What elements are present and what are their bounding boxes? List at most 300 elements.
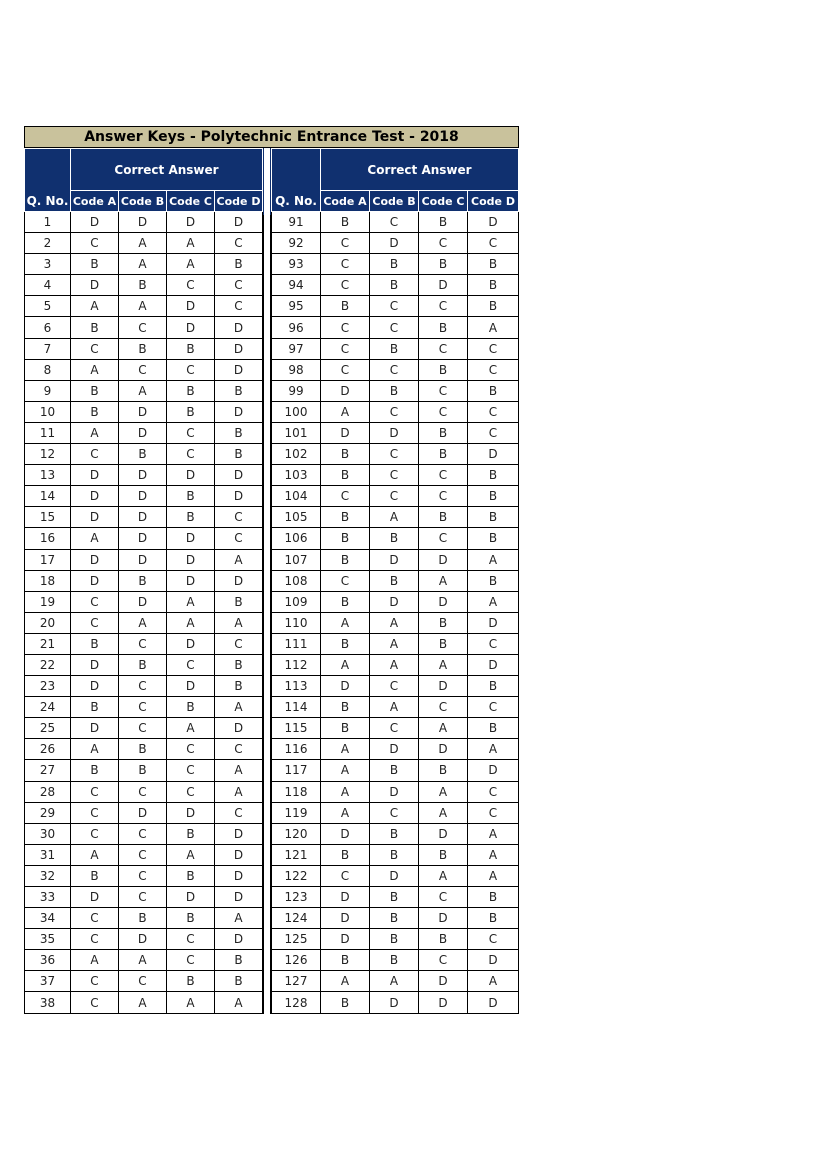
code-b-cell: C (119, 887, 167, 908)
table-row (25, 591, 263, 612)
code-d-cell: D (215, 718, 263, 739)
qno-cell: 94 (272, 275, 321, 296)
code-c-cell: B (167, 338, 215, 359)
code-d-cell: B (215, 676, 263, 697)
qno-cell: 101 (272, 422, 321, 443)
qno-cell: 34 (25, 908, 71, 929)
table-row (272, 654, 519, 675)
code-c-cell: D (167, 887, 215, 908)
qno-cell: 97 (272, 338, 321, 359)
qno-cell: 102 (272, 444, 321, 465)
code-d-cell: A (468, 317, 519, 338)
code-d-cell: D (215, 338, 263, 359)
qno-cell: 8 (25, 359, 71, 380)
qno-cell: 125 (272, 929, 321, 950)
code-b-cell: A (119, 950, 167, 971)
code-b-cell: D (370, 781, 419, 802)
code-b-header: Code B (119, 191, 167, 212)
code-b-cell: B (370, 528, 419, 549)
code-d-cell: B (215, 591, 263, 612)
code-c-cell: C (167, 950, 215, 971)
table-row (25, 338, 263, 359)
answer-key-sheet (24, 126, 519, 1014)
code-a-cell: B (321, 950, 370, 971)
code-c-cell: B (419, 444, 468, 465)
code-c-cell: C (419, 401, 468, 422)
table-row (25, 444, 263, 465)
left-answer-table (24, 148, 263, 1014)
code-b-cell: A (119, 296, 167, 317)
code-a-cell: A (321, 401, 370, 422)
code-d-cell: D (468, 992, 519, 1013)
code-d-cell: B (468, 380, 519, 401)
code-b-cell: D (119, 802, 167, 823)
qno-cell: 23 (25, 676, 71, 697)
table-row (25, 844, 263, 865)
qno-cell: 12 (25, 444, 71, 465)
code-d-header: Code D (468, 191, 519, 212)
code-d-cell: B (468, 570, 519, 591)
qno-cell: 4 (25, 275, 71, 296)
qno-cell: 127 (272, 971, 321, 992)
table-row (25, 823, 263, 844)
code-d-cell: D (215, 317, 263, 338)
code-a-cell: B (71, 633, 119, 654)
qno-cell: 98 (272, 359, 321, 380)
table-row (272, 212, 519, 233)
code-a-cell: D (71, 212, 119, 233)
code-c-cell: D (419, 549, 468, 570)
code-c-cell: D (419, 971, 468, 992)
table-row (25, 212, 263, 233)
qno-cell: 112 (272, 654, 321, 675)
code-d-cell: A (468, 739, 519, 760)
code-c-cell: B (419, 254, 468, 275)
code-b-cell: A (370, 971, 419, 992)
code-d-cell: C (468, 359, 519, 380)
code-a-cell: C (321, 570, 370, 591)
code-b-cell: D (119, 929, 167, 950)
qno-cell: 6 (25, 317, 71, 338)
table-row (272, 528, 519, 549)
code-d-cell: D (215, 401, 263, 422)
code-b-cell: B (119, 654, 167, 675)
code-c-cell: D (419, 275, 468, 296)
qno-cell: 111 (272, 633, 321, 654)
code-a-cell: C (321, 254, 370, 275)
code-a-cell: C (321, 233, 370, 254)
qno-cell: 105 (272, 507, 321, 528)
code-d-cell: D (468, 212, 519, 233)
code-b-cell: C (119, 718, 167, 739)
code-c-cell: A (419, 781, 468, 802)
code-a-cell: D (71, 465, 119, 486)
code-b-cell: C (370, 802, 419, 823)
code-d-cell: B (468, 465, 519, 486)
code-d-cell: B (468, 296, 519, 317)
code-a-cell: B (321, 296, 370, 317)
qno-cell: 92 (272, 233, 321, 254)
qno-cell: 37 (25, 971, 71, 992)
table-row (25, 718, 263, 739)
code-a-cell: A (71, 422, 119, 443)
code-b-cell: D (119, 549, 167, 570)
code-a-cell: B (71, 380, 119, 401)
code-d-cell: A (468, 865, 519, 886)
code-c-cell: D (419, 676, 468, 697)
qno-cell: 16 (25, 528, 71, 549)
code-d-cell: D (215, 212, 263, 233)
table-row (25, 275, 263, 296)
code-b-cell: A (119, 612, 167, 633)
code-d-cell: A (215, 697, 263, 718)
code-b-cell: D (370, 233, 419, 254)
code-b-cell: D (370, 591, 419, 612)
code-b-cell: A (370, 612, 419, 633)
code-d-cell: C (215, 528, 263, 549)
qno-cell: 115 (272, 718, 321, 739)
code-c-cell: D (419, 591, 468, 612)
code-a-header: Code A (321, 191, 370, 212)
qno-header: Q. No. (25, 149, 71, 212)
code-a-cell: D (321, 823, 370, 844)
code-b-cell: A (119, 254, 167, 275)
code-c-cell: D (419, 739, 468, 760)
code-c-cell: D (167, 296, 215, 317)
code-a-cell: D (71, 654, 119, 675)
code-b-cell: C (370, 718, 419, 739)
code-a-cell: A (71, 844, 119, 865)
code-d-cell: D (468, 950, 519, 971)
code-c-cell: A (167, 233, 215, 254)
table-row (272, 275, 519, 296)
code-a-cell: D (71, 718, 119, 739)
code-a-cell: D (71, 549, 119, 570)
code-c-cell: C (167, 760, 215, 781)
code-c-cell: C (419, 950, 468, 971)
code-d-cell: C (468, 633, 519, 654)
code-b-cell: B (370, 844, 419, 865)
code-b-cell: D (370, 865, 419, 886)
code-b-cell: C (370, 676, 419, 697)
table-row (272, 507, 519, 528)
qno-cell: 117 (272, 760, 321, 781)
code-d-cell: D (215, 844, 263, 865)
code-b-cell: B (119, 908, 167, 929)
code-c-cell: C (167, 422, 215, 443)
code-b-cell: A (370, 654, 419, 675)
table-row (272, 444, 519, 465)
code-b-cell: C (119, 971, 167, 992)
code-d-cell: D (468, 760, 519, 781)
code-d-cell: D (468, 612, 519, 633)
table-row (25, 528, 263, 549)
code-d-cell: B (215, 950, 263, 971)
code-c-cell: C (419, 296, 468, 317)
qno-cell: 122 (272, 865, 321, 886)
code-c-cell: D (167, 549, 215, 570)
code-a-cell: C (321, 317, 370, 338)
qno-cell: 15 (25, 507, 71, 528)
qno-cell: 118 (272, 781, 321, 802)
code-c-cell: B (167, 380, 215, 401)
code-d-cell: B (468, 486, 519, 507)
table-row (272, 781, 519, 802)
qno-cell: 104 (272, 486, 321, 507)
code-b-cell: B (119, 444, 167, 465)
qno-cell: 30 (25, 823, 71, 844)
code-a-cell: B (321, 697, 370, 718)
code-b-cell: C (119, 697, 167, 718)
table-row (272, 570, 519, 591)
qno-cell: 7 (25, 338, 71, 359)
qno-cell: 26 (25, 739, 71, 760)
table-row (25, 865, 263, 886)
code-c-cell: B (167, 865, 215, 886)
code-b-cell: D (119, 422, 167, 443)
table-row (25, 233, 263, 254)
code-a-cell: B (321, 992, 370, 1013)
table-row (25, 971, 263, 992)
table-row (272, 359, 519, 380)
qno-cell: 19 (25, 591, 71, 612)
right-answer-table (271, 148, 519, 1014)
code-d-cell: D (215, 486, 263, 507)
code-c-cell: B (419, 844, 468, 865)
code-a-cell: A (71, 528, 119, 549)
code-a-cell: C (71, 992, 119, 1013)
qno-cell: 113 (272, 676, 321, 697)
code-c-cell: D (167, 802, 215, 823)
qno-cell: 2 (25, 233, 71, 254)
code-a-cell: D (321, 929, 370, 950)
code-d-cell: B (215, 422, 263, 443)
qno-cell: 3 (25, 254, 71, 275)
code-b-cell: C (119, 359, 167, 380)
code-c-cell: C (167, 781, 215, 802)
code-d-cell: C (468, 802, 519, 823)
table-row (25, 486, 263, 507)
code-a-cell: C (321, 275, 370, 296)
qno-cell: 5 (25, 296, 71, 317)
qno-cell: 38 (25, 992, 71, 1013)
code-d-cell: B (468, 275, 519, 296)
code-d-cell: C (468, 233, 519, 254)
code-d-cell: D (215, 929, 263, 950)
code-a-cell: A (321, 781, 370, 802)
code-c-cell: A (167, 612, 215, 633)
qno-cell: 10 (25, 401, 71, 422)
code-b-cell: B (370, 760, 419, 781)
qno-cell: 35 (25, 929, 71, 950)
qno-cell: 95 (272, 296, 321, 317)
code-d-cell: C (468, 401, 519, 422)
table-row (272, 802, 519, 823)
code-b-cell: B (370, 929, 419, 950)
table-row (272, 233, 519, 254)
code-a-cell: B (321, 444, 370, 465)
column-separator (263, 148, 271, 1014)
code-b-cell: D (119, 401, 167, 422)
qno-cell: 33 (25, 887, 71, 908)
code-b-cell: D (119, 507, 167, 528)
code-a-cell: C (321, 486, 370, 507)
code-a-cell: C (71, 908, 119, 929)
code-d-cell: C (215, 633, 263, 654)
code-d-cell: B (468, 718, 519, 739)
code-b-cell: D (370, 992, 419, 1013)
code-c-cell: C (419, 887, 468, 908)
code-c-cell: D (419, 908, 468, 929)
qno-cell: 24 (25, 697, 71, 718)
table-row (272, 338, 519, 359)
code-a-cell: A (71, 739, 119, 760)
code-d-cell: D (215, 865, 263, 886)
code-a-cell: B (321, 212, 370, 233)
qno-cell: 119 (272, 802, 321, 823)
code-c-cell: C (167, 444, 215, 465)
code-a-cell: B (71, 697, 119, 718)
code-c-cell: D (419, 992, 468, 1013)
code-c-cell: D (167, 317, 215, 338)
code-c-cell: C (167, 654, 215, 675)
code-b-cell: C (370, 212, 419, 233)
code-d-cell: C (468, 781, 519, 802)
code-b-cell: C (119, 317, 167, 338)
code-c-cell: C (419, 380, 468, 401)
code-d-cell: B (468, 507, 519, 528)
code-c-cell: B (419, 633, 468, 654)
table-row (25, 401, 263, 422)
code-c-cell: B (419, 507, 468, 528)
qno-cell: 110 (272, 612, 321, 633)
code-b-cell: C (119, 676, 167, 697)
code-c-cell: C (419, 233, 468, 254)
code-b-cell: C (370, 296, 419, 317)
table-row (272, 718, 519, 739)
table-row (272, 992, 519, 1013)
table-row (25, 929, 263, 950)
code-a-cell: B (321, 633, 370, 654)
code-a-cell: A (321, 612, 370, 633)
table-row (25, 633, 263, 654)
table-row (272, 844, 519, 865)
table-row (25, 296, 263, 317)
code-a-cell: D (321, 676, 370, 697)
code-b-cell: B (370, 570, 419, 591)
code-d-cell: B (468, 908, 519, 929)
code-b-cell: B (370, 908, 419, 929)
qno-cell: 1 (25, 212, 71, 233)
code-b-cell: B (370, 887, 419, 908)
code-b-cell: A (370, 507, 419, 528)
table-row (272, 612, 519, 633)
table-row (272, 676, 519, 697)
code-a-cell: B (321, 465, 370, 486)
qno-cell: 28 (25, 781, 71, 802)
qno-cell: 29 (25, 802, 71, 823)
code-a-cell: C (321, 359, 370, 380)
code-c-cell: D (167, 212, 215, 233)
code-d-cell: A (468, 549, 519, 570)
correct-answer-header: Correct Answer (71, 149, 263, 191)
code-d-cell: B (215, 380, 263, 401)
code-b-cell: D (370, 739, 419, 760)
table-row (272, 971, 519, 992)
code-a-cell: D (71, 507, 119, 528)
code-a-cell: D (71, 486, 119, 507)
code-d-cell: B (468, 887, 519, 908)
table-row (25, 802, 263, 823)
code-c-cell: C (419, 697, 468, 718)
code-b-cell: C (119, 781, 167, 802)
table-row (25, 422, 263, 443)
code-b-cell: D (119, 212, 167, 233)
code-a-cell: D (71, 887, 119, 908)
code-c-cell: A (419, 570, 468, 591)
qno-cell: 121 (272, 844, 321, 865)
table-row (25, 507, 263, 528)
code-d-cell: A (468, 971, 519, 992)
code-a-cell: B (321, 549, 370, 570)
code-a-cell: A (71, 359, 119, 380)
code-b-cell: B (119, 275, 167, 296)
code-d-cell: A (215, 549, 263, 570)
table-row (25, 887, 263, 908)
answer-grid (24, 148, 519, 1014)
table-row (272, 591, 519, 612)
code-c-cell: D (167, 570, 215, 591)
table-row (272, 296, 519, 317)
table-row (25, 654, 263, 675)
code-b-cell: C (119, 823, 167, 844)
code-c-cell: C (167, 359, 215, 380)
code-c-cell: B (419, 422, 468, 443)
code-b-cell: B (119, 739, 167, 760)
table-row (272, 950, 519, 971)
code-a-cell: C (71, 929, 119, 950)
code-c-cell: B (167, 823, 215, 844)
code-c-cell: A (419, 802, 468, 823)
qno-cell: 31 (25, 844, 71, 865)
qno-cell: 126 (272, 950, 321, 971)
code-c-cell: C (419, 486, 468, 507)
table-row (25, 465, 263, 486)
code-c-cell: C (167, 739, 215, 760)
code-a-cell: A (71, 296, 119, 317)
code-a-cell: B (71, 401, 119, 422)
table-row (272, 908, 519, 929)
code-b-cell: A (119, 380, 167, 401)
code-a-cell: C (71, 612, 119, 633)
code-c-cell: C (167, 275, 215, 296)
code-a-cell: B (321, 528, 370, 549)
code-d-cell: A (468, 591, 519, 612)
code-d-cell: C (468, 422, 519, 443)
code-a-cell: D (321, 422, 370, 443)
qno-cell: 20 (25, 612, 71, 633)
qno-cell: 22 (25, 654, 71, 675)
table-row (272, 697, 519, 718)
code-d-cell: A (215, 612, 263, 633)
code-d-cell: B (468, 676, 519, 697)
code-c-cell: D (167, 633, 215, 654)
qno-cell: 96 (272, 317, 321, 338)
table-row (25, 739, 263, 760)
table-row (272, 549, 519, 570)
table-row (25, 612, 263, 633)
code-c-cell: B (167, 908, 215, 929)
